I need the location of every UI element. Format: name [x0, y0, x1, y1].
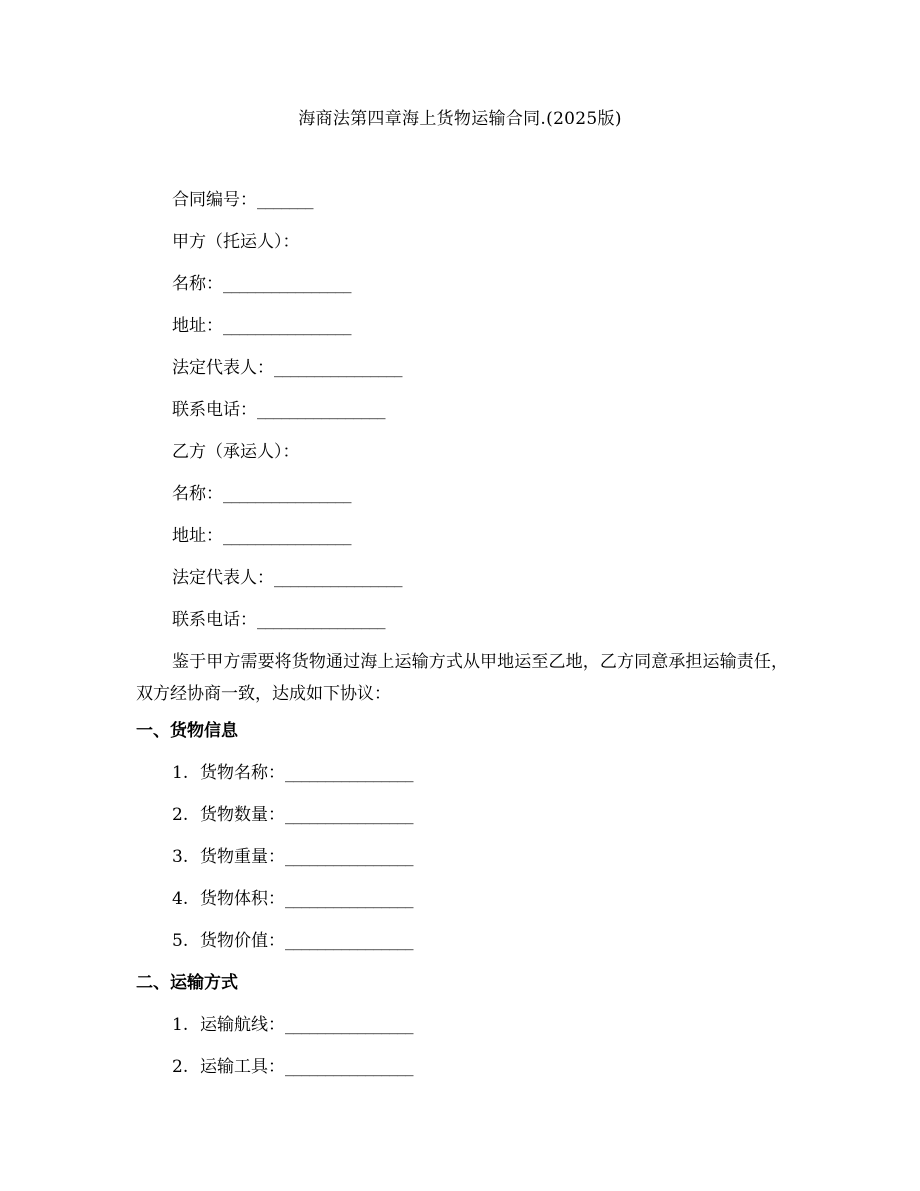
item-number: 5. [172, 931, 189, 951]
party-b-address-label: 地址： [172, 526, 223, 546]
party-b-name-label: 名称： [172, 484, 223, 504]
item-blank: ________________ [285, 847, 413, 867]
preamble-paragraph: 鉴于甲方需要将货物通过海上运输方式从甲地运至乙地，乙方同意承担运输责任，双方经协商一致，达成如下协议： [136, 652, 788, 704]
transport-item [172, 1013, 413, 1037]
contract-number-blank: _______ [257, 190, 313, 210]
transport-item [172, 1055, 413, 1079]
party-a-name-blank: ________________ [223, 274, 351, 294]
item-blank: ________________ [285, 889, 413, 909]
party-b-name-line [172, 482, 351, 506]
party-b-name-blank: ________________ [223, 484, 351, 504]
party-a-legal-rep-line [172, 356, 402, 380]
document-title: 海商法第四章海上货物运输合同.(2025版) [298, 109, 622, 129]
item-blank: ________________ [285, 931, 413, 951]
item-number: 2. [172, 1057, 189, 1077]
party-a-address-label: 地址： [172, 316, 223, 336]
party-b-address-blank: ________________ [223, 526, 351, 546]
item-blank: ________________ [285, 1015, 413, 1035]
cargo-item [172, 803, 413, 827]
item-number: 1. [172, 1015, 189, 1035]
item-number: 4. [172, 889, 189, 909]
item-label: 货物体积： [200, 889, 285, 909]
item-label: 运输工具： [200, 1057, 285, 1077]
item-blank: ________________ [285, 1057, 413, 1077]
cargo-item [172, 887, 413, 911]
party-b-phone-line [172, 608, 385, 632]
item-label: 货物重量： [200, 847, 285, 867]
item-blank: ________________ [285, 805, 413, 825]
item-number: 2. [172, 805, 189, 825]
item-label: 货物名称： [200, 763, 285, 783]
party-b-legal-rep-line [172, 566, 402, 590]
party-b-address-line [172, 524, 351, 548]
cargo-item [172, 845, 413, 869]
item-blank: ________________ [285, 763, 413, 783]
contract-number-line [172, 188, 313, 212]
contract-number-label: 合同编号： [172, 190, 257, 210]
party-a-phone-blank: ________________ [257, 400, 385, 420]
party-b-legal-rep-label: 法定代表人： [172, 568, 274, 588]
item-number: 3. [172, 847, 189, 867]
item-label: 货物价值： [200, 931, 285, 951]
section-heading-transport-mode: 二、运输方式 [136, 973, 238, 993]
item-number: 1. [172, 763, 189, 783]
party-a-name-label: 名称： [172, 274, 223, 294]
party-a-address-blank: ________________ [223, 316, 351, 336]
cargo-item [172, 761, 413, 785]
party-a-phone-line [172, 398, 385, 422]
party-b-phone-label: 联系电话： [172, 610, 257, 630]
party-a-heading: 甲方（托运人）： [172, 232, 300, 252]
party-a-legal-rep-blank: ________________ [274, 358, 402, 378]
cargo-item [172, 929, 413, 953]
section-heading-cargo-info: 一、货物信息 [136, 721, 238, 741]
party-a-legal-rep-label: 法定代表人： [172, 358, 274, 378]
party-b-phone-blank: ________________ [257, 610, 385, 630]
item-label: 运输航线： [200, 1015, 285, 1035]
party-a-name-line [172, 272, 351, 296]
party-b-legal-rep-blank: ________________ [274, 568, 402, 588]
item-label: 货物数量： [200, 805, 285, 825]
party-b-heading: 乙方（承运人）： [172, 442, 300, 462]
party-a-phone-label: 联系电话： [172, 400, 257, 420]
party-a-address-line [172, 314, 351, 338]
